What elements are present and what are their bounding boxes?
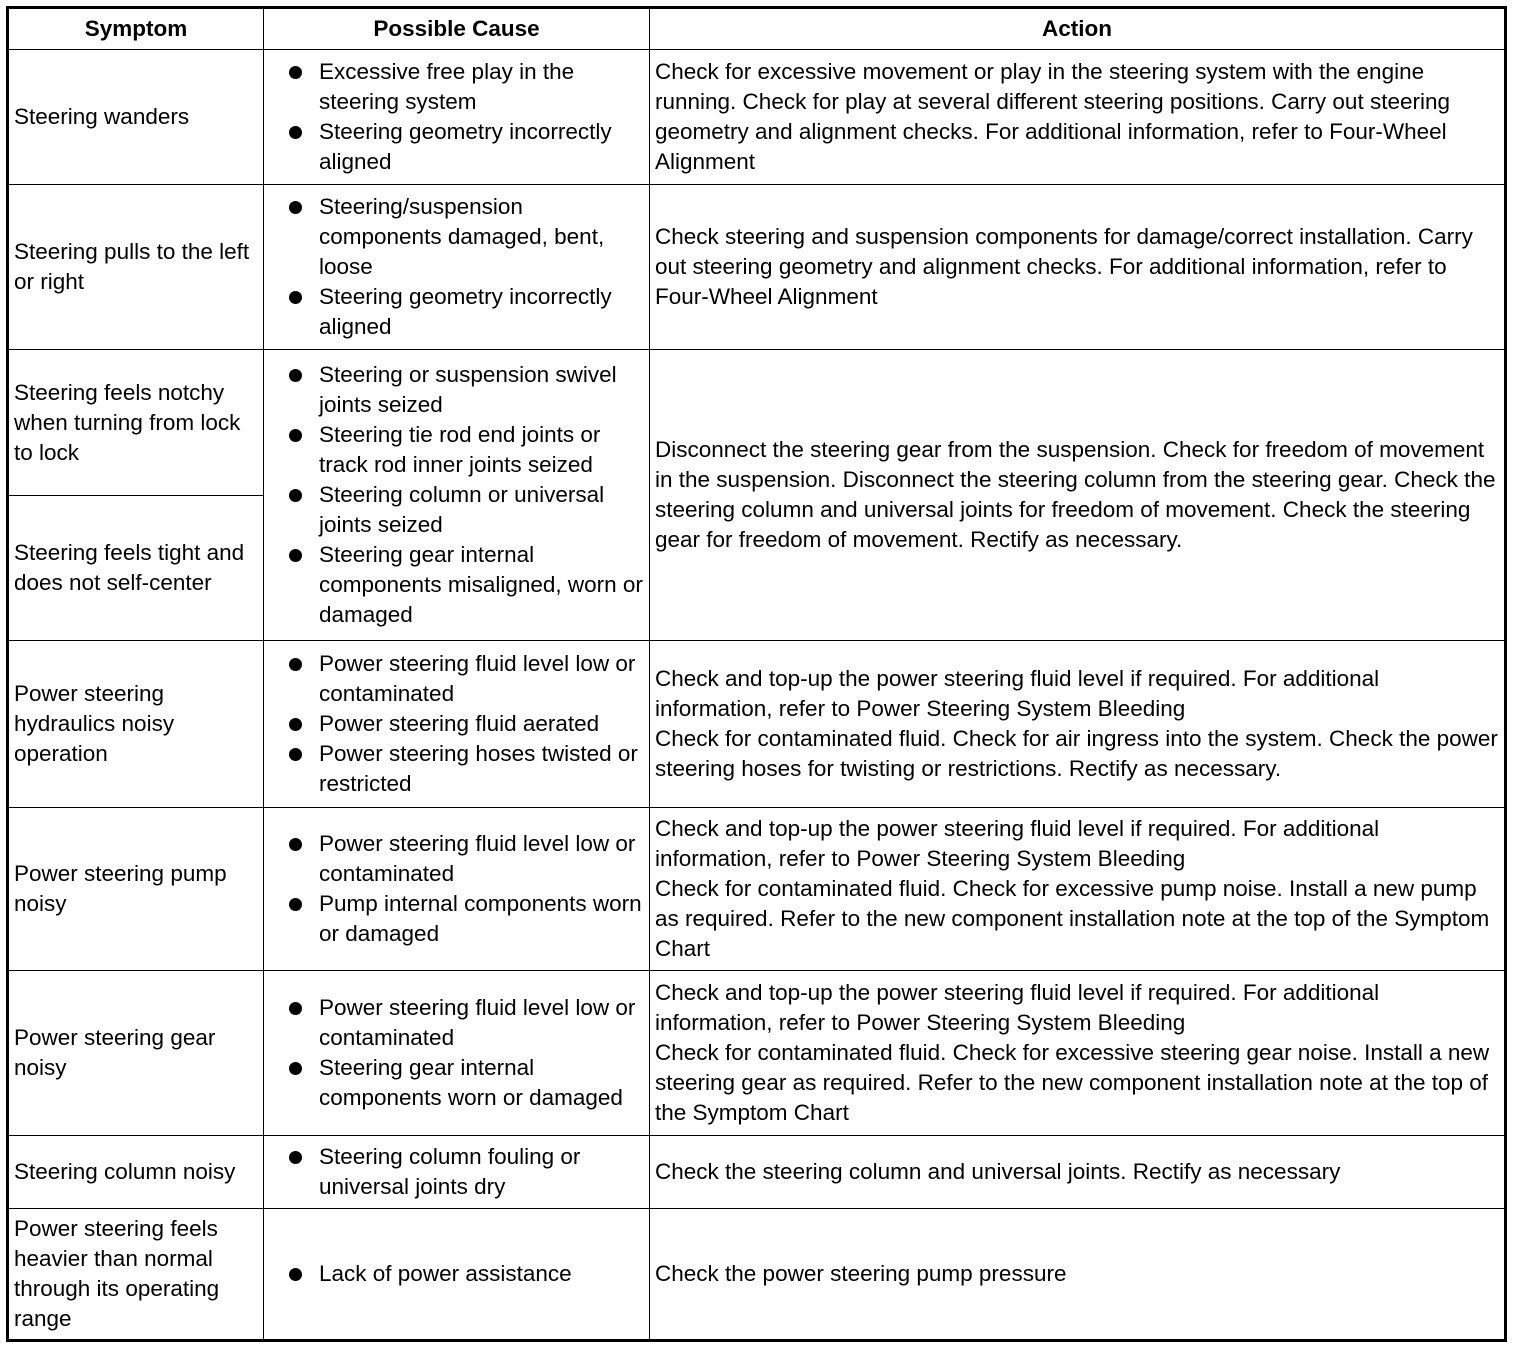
bullet-icon [289,201,302,214]
cause-text: Pump internal components worn or damaged [319,891,642,946]
cause-item [269,420,645,480]
cause-item [269,1053,645,1113]
action-cell [650,1136,1506,1209]
symptom-cell: Power steering pump noisy [8,808,264,971]
cause-item [269,1142,645,1202]
cause-text: Steering geometry incorrectly aligned [319,119,612,174]
possible-cause-cell [264,50,650,185]
cause-item [269,540,645,630]
cause-text: Steering column fouling or universal joints dry [319,1144,581,1199]
cause-item [269,1259,645,1289]
table-row [8,641,1506,808]
cause-item [269,889,645,949]
action-text: Check and top-up the power steering fluid level if required. For additional information, refer to Power Steering System Bleeding [655,666,1380,721]
bullet-icon [289,429,302,442]
cause-item [269,829,645,889]
symptom-cell: Steering pulls to the left or right [8,185,264,350]
action-text: Check and top-up the power steering fluid level if required. For additional information, refer to Power Steering System Bleeding [655,980,1380,1035]
bullet-icon [289,291,302,304]
symptom-cell: Power steering feels heavier than normal through its operating range [8,1209,264,1341]
cause-text: Steering gear internal components misaligned, worn or damaged [319,542,643,627]
symptom-cell: Power steering hydraulics noisy operation [8,641,264,808]
bullet-icon [289,1062,302,1075]
possible-cause-cell [264,808,650,971]
action-cell [650,50,1506,185]
cause-item [269,282,645,342]
cause-text: Steering/suspension components damaged, bent, loose [319,194,605,279]
possible-cause-cell [264,971,650,1136]
possible-cause-cell [264,1209,650,1341]
action-cell [650,971,1506,1136]
symptom-chart-table [6,6,1507,1342]
bullet-icon [289,1002,302,1015]
table-row [8,50,1506,185]
action-cell [650,1209,1506,1341]
symptom-cell: Steering feels tight and does not self-center [8,496,264,641]
cause-text: Excessive free play in the steering system [319,59,575,114]
action-text: Check the power steering pump pressure [655,1261,1067,1286]
cause-text: Steering or suspension swivel joints seized [319,362,617,417]
symptom-cell: Steering feels notchy when turning from lock to lock [8,350,264,496]
cause-text: Power steering fluid level low or contaminated [319,651,636,706]
action-cell [650,350,1506,641]
possible-cause-cell [264,350,650,641]
cause-list [269,649,645,799]
table-row [8,971,1506,1136]
bullet-icon [289,1268,302,1281]
cause-text: Power steering fluid aerated [319,711,600,736]
cause-list [269,1259,645,1289]
table-row [8,808,1506,971]
cause-list [269,57,645,177]
table-row [8,185,1506,350]
cause-list [269,192,645,342]
possible-cause-cell [264,641,650,808]
bullet-icon [289,549,302,562]
action-text: Check for contaminated fluid. Check for air ingress into the system. Check the power steering hoses for twisting or restrictions. Rectify as necessary. [655,726,1498,781]
bullet-icon [289,718,302,731]
action-text: Check for contaminated fluid. Check for excessive pump noise. Install a new pump as required. Refer to the new component installation note at the top of the Symptom Chart [655,876,1490,961]
header-row [8,8,1506,50]
table-row [8,1136,1506,1209]
header-symptom: Symptom [8,8,264,50]
bullet-icon [289,658,302,671]
cause-item [269,117,645,177]
cause-item [269,57,645,117]
table-row [8,1209,1506,1341]
header-action: Action [650,8,1506,50]
table-row [8,350,1506,496]
bullet-icon [289,838,302,851]
cause-text: Steering gear internal components worn or damaged [319,1055,623,1110]
symptom-cell: Steering wanders [8,50,264,185]
cause-text: Power steering hoses twisted or restricted [319,741,638,796]
cause-list [269,1142,645,1202]
cause-text: Steering geometry incorrectly aligned [319,284,612,339]
possible-cause-cell [264,185,650,350]
cause-item [269,709,645,739]
action-cell [650,808,1506,971]
cause-text: Lack of power assistance [319,1261,572,1286]
action-text: Check for excessive movement or play in the steering system with the engine running. Check for play at several different steering positions. Carry out steering geometry and alignment checks. For additional information, refer to Four-Wheel Alignment [655,59,1450,174]
action-text: Check the steering column and universal joints. Rectify as necessary [655,1159,1341,1184]
cause-list [269,993,645,1113]
symptom-cell: Power steering gear noisy [8,971,264,1136]
action-cell [650,185,1506,350]
action-text: Disconnect the steering gear from the suspension. Check for freedom of movement in the suspension. Disconnect the steering column from the steering gear. Check the steering column and universal joints for freedom of movement. Check the steering gear for freedom of movement. Rectify as necessary. [655,437,1496,552]
possible-cause-cell [264,1136,650,1209]
bullet-icon [289,748,302,761]
cause-item [269,993,645,1053]
cause-text: Steering column or universal joints seized [319,482,605,537]
cause-text: Power steering fluid level low or contaminated [319,831,636,886]
cause-item [269,649,645,709]
bullet-icon [289,489,302,502]
header-possible-cause: Possible Cause [264,8,650,50]
action-text: Check steering and suspension components for damage/correct installation. Carry out steering geometry and alignment checks. For additional information, refer to Four-Wheel Alignment [655,224,1473,309]
bullet-icon [289,1151,302,1164]
cause-list [269,360,645,630]
action-text: Check and top-up the power steering fluid level if required. For additional information, refer to Power Steering System Bleeding [655,816,1380,871]
cause-text: Steering tie rod end joints or track rod inner joints seized [319,422,601,477]
bullet-icon [289,126,302,139]
action-text: Check for contaminated fluid. Check for excessive steering gear noise. Install a new steering gear as required. Refer to the new component installation note at the top of the Symptom Chart [655,1040,1490,1125]
action-cell [650,641,1506,808]
cause-text: Power steering fluid level low or contaminated [319,995,636,1050]
cause-item [269,739,645,799]
bullet-icon [289,369,302,382]
cause-item [269,480,645,540]
cause-list [269,829,645,949]
cause-item [269,360,645,420]
cause-item [269,192,645,282]
bullet-icon [289,66,302,79]
bullet-icon [289,898,302,911]
symptom-cell: Steering column noisy [8,1136,264,1209]
